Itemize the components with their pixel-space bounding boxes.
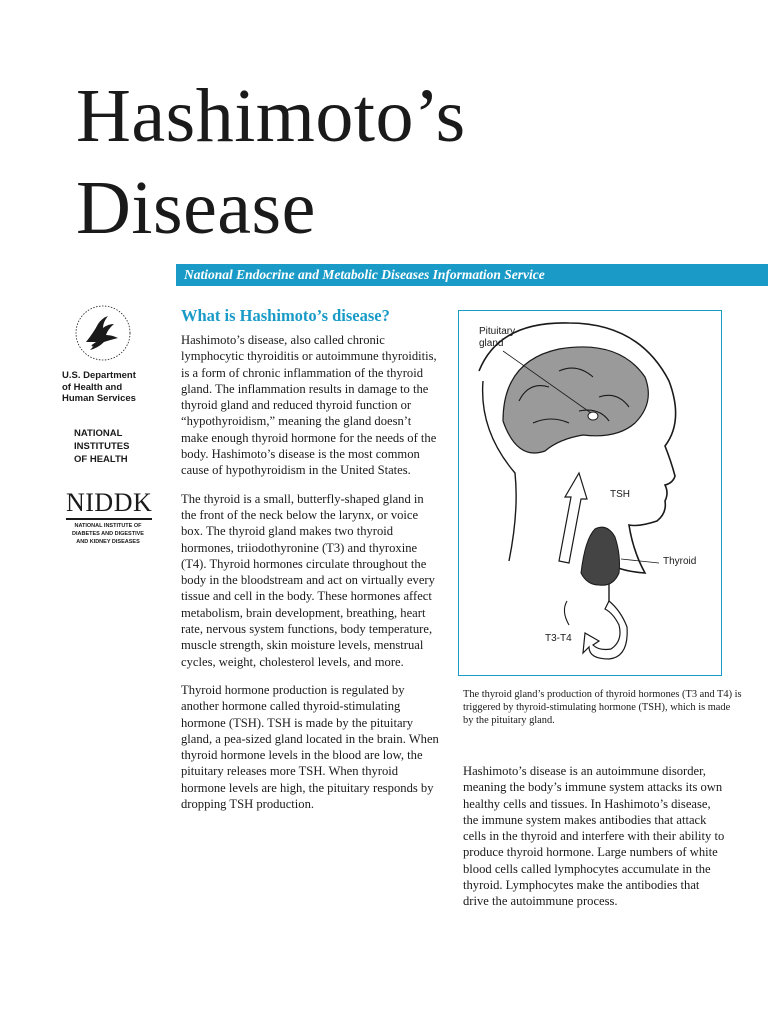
paragraph-thyroid: The thyroid is a small, butterfly-shaped gland in the front of the neck below the larynx, or voice box. The thyroid gland makes two thyroid hormones, triiodothyronine (T3) and thyroxine (T4). Thyroid hormones circulate throughout the body in the bloodstream and act on virtually every tissue and cell in the body. These hormones affect metabolism, brain development, breathing, heart rate, nervous system functions, body temperature, muscle strength, skin moisture levels, menstrual cycles, weight, cholesterol levels, and more.: [181, 491, 435, 669]
hhs-seal-icon: [72, 302, 134, 364]
label-t3-t4: T3-T4: [545, 633, 572, 644]
niddk-logo: NIDDK: [66, 490, 152, 520]
main-column: [181, 306, 439, 824]
section-heading: What is Hashimoto’s disease?: [181, 306, 390, 325]
document-title: [76, 70, 466, 254]
label-thyroid: Thyroid: [663, 556, 697, 567]
niddk-full-name: NATIONAL INSTITUTE OF DIABETES AND DIGESTIVE AND KIDNEY DISEASES: [72, 522, 144, 545]
figure-illustration: [458, 310, 722, 676]
label-tsh: TSH: [610, 489, 630, 500]
publisher-banner: National Endocrine and Metabolic Diseases Information Service: [176, 264, 768, 286]
hhs-name: U.S. Department of Health and Human Services: [62, 370, 136, 404]
figure-caption: The thyroid gland’s production of thyroid hormones (T3 and T4) is triggered by thyroid-stimulating hormone (TSH), which is made by the pituitary gland.: [463, 689, 742, 726]
second-column: [463, 763, 725, 922]
title-line-1: Hashimoto’s: [76, 74, 466, 158]
agency-logos: [62, 302, 162, 546]
title-line-2: Disease: [76, 166, 316, 250]
label-pituitary: Pituitary gland: [479, 326, 516, 349]
nih-name: NATIONAL INSTITUTES OF HEALTH: [74, 427, 130, 465]
paragraph-autoimmune: Hashimoto’s disease is an autoimmune disorder, meaning the body’s immune system attacks its own healthy cells and tissues. In Hashimoto’s disease, the immune system makes antibodies that attack cells in the thyroid and interfere with their ability to produce thyroid hormone. Large numbers of white blood cells called lymphocytes accumulate in the thyroid. Lymphocytes make the antibodies that drive the autoimmune process.: [463, 764, 725, 909]
paragraph-definition: Hashimoto’s disease, also called chronic lymphocytic thyroiditis or autoimmune thyroiditis, is a form of chronic inflammation of the thyroid gland. The inflammation results in damage to the thyroid gland and reduced thyroid function or “hypothyroidism,” meaning the gland doesn’t make enough thyroid hormone for the needs of the body. Hashimoto’s disease is the most common cause of hypothyroidism in the United States.: [181, 333, 437, 478]
head-thyroid-diagram: [459, 311, 722, 676]
paragraph-tsh: Thyroid hormone production is regulated by another hormone called thyroid-stimulating hormone (TSH). TSH is made by the pituitary gland, a pea-sized gland located in the brain. When thyroid hormone levels in the blood are low, the pituitary releases more TSH. When thyroid hormone levels are high, the pituitary responds by dropping TSH production.: [181, 682, 439, 812]
